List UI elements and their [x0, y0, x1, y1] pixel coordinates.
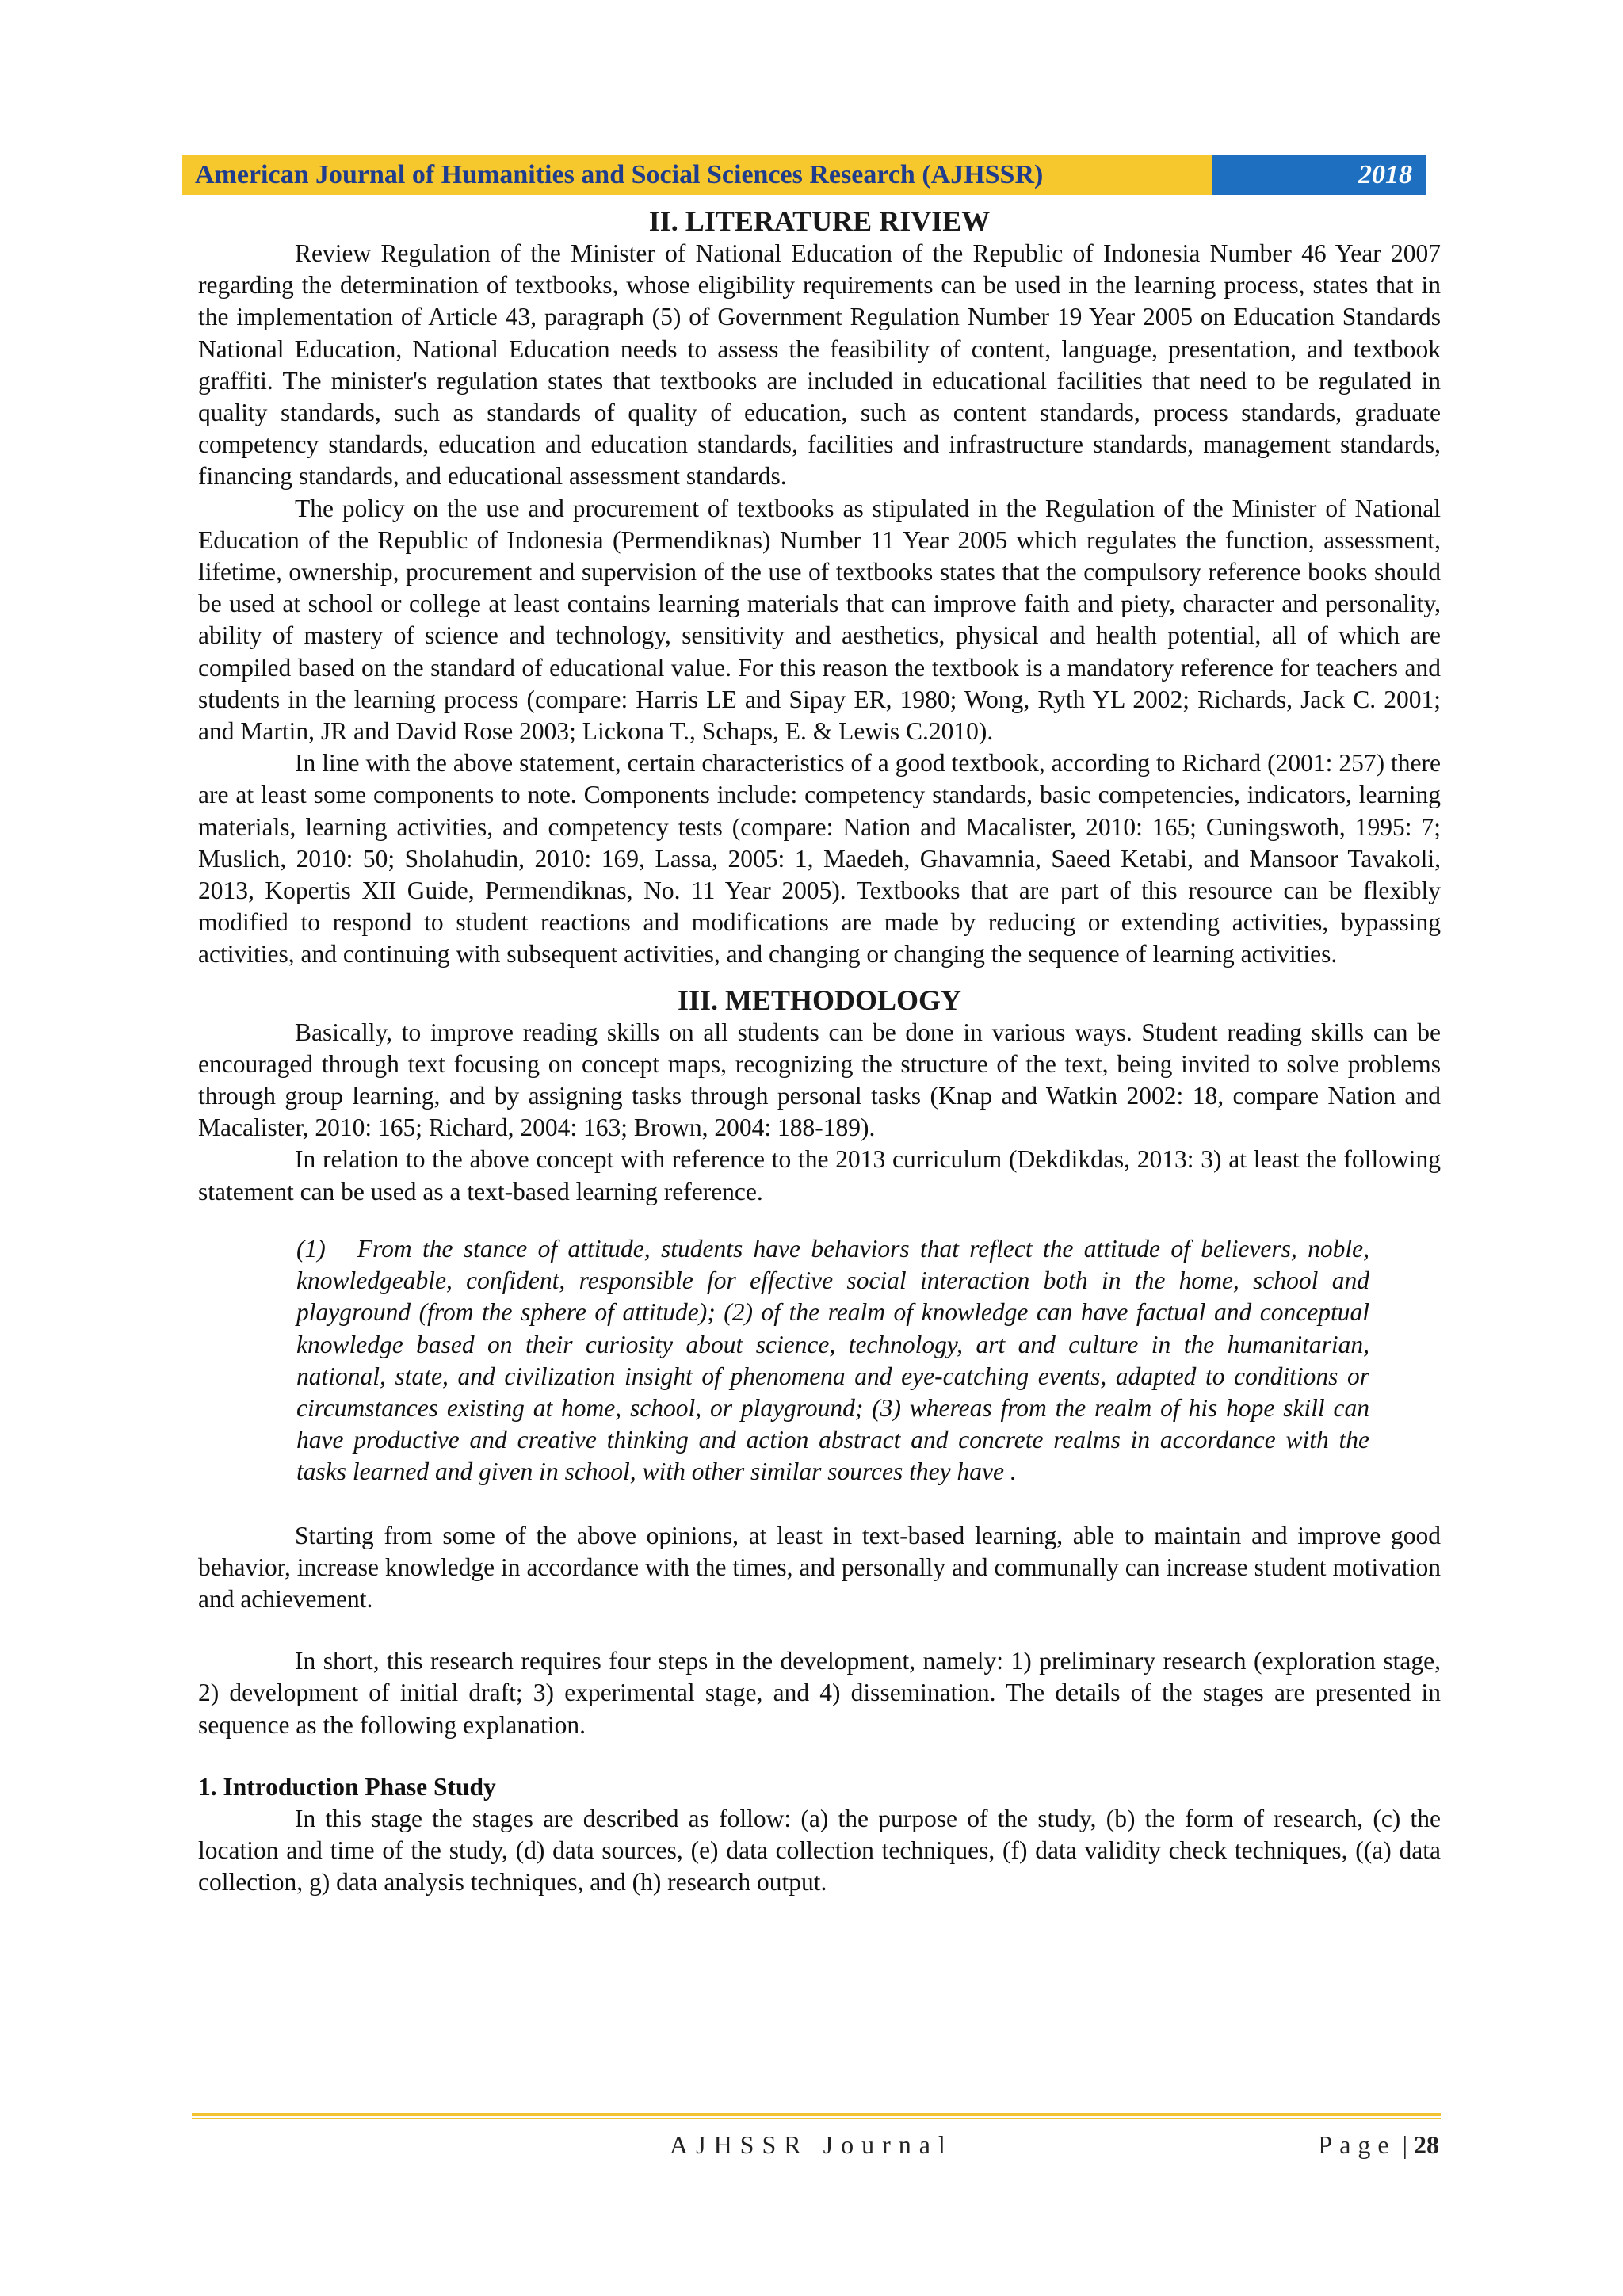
header-year-band: [1212, 155, 1426, 195]
methodology-paragraph-1: Basically, to improve reading skills on all students can be done in various ways. Student reading skills can be encouraged through text focusing on concept maps, recognizing the structure of the text, being invited to solve problems through group learning, and by assigning tasks through personal tasks (Knap and Watkin 2002: 18, compare Nation and Macalister, 2010: 165; Richard, 2004: 163; Brown, 2004: 188-189).: [198, 1018, 1441, 1142]
footer-page-number: [1318, 2130, 1439, 2160]
methodology-paragraph-3: Starting from some of the above opinions, at least in text-based learning, able to maintain and improve good behavior, increase knowledge in accordance with the times, and personally and communally can increase student motivation and achievement.: [198, 1521, 1441, 1613]
quote-number: (1): [296, 1234, 326, 1263]
header-title-band: [182, 155, 1212, 195]
footer-page-label: Page: [1318, 2130, 1396, 2159]
literature-review-heading: II. LITERATURE RIVIEW: [648, 205, 991, 237]
article-body: [198, 204, 1441, 1898]
literature-paragraph-3: In line with the above statement, certain characteristics of a good textbook, according to Richard (2001: 257) there are at least some components to note. Components include: competency standards, basic competencies, indicators, learning materials, learning activities, and competency tests (compare: Nation and Macalister, 2010: 165; Cuningswoth, 1995: 7; Muslich, 2010: 50; Sholahudin, 2010: 169, Lassa, 2005: 1, Maedeh, Ghavamnia, Saeed Ketabi, and Mansoor Tavakoli, 2013, Kopertis XII Guide, Permendiknas, No. 11 Year 2005). Textbooks that are part of this resource can be flexibly modified to respond to student reactions and modifications are made by reducing or extending activities, bypassing activities, and continuing with subsequent activities, and changing or changing the sequence of learning activities.: [198, 749, 1441, 968]
journal-title: American Journal of Humanities and Social Sciences Research (AJHSSR): [195, 160, 1044, 189]
curriculum-quote: [296, 1233, 1369, 1488]
header-year: 2018: [1358, 160, 1412, 189]
footer-page-value: 28: [1414, 2130, 1439, 2159]
methodology-paragraph-4: In short, this research requires four steps in the development, namely: 1) preliminary research (exploration stage, 2) development of initial draft; 3) experimental stage, and 4) dissemination. The details of the stages are presented in sequence as the following explanation.: [198, 1647, 1441, 1739]
footer-rule: [192, 2113, 1441, 2121]
quote-text: From the stance of attitude, students have behaviors that reflect the attitude of believers, noble, knowledgeable, confident, responsible for effective social interaction both in the home, school and playground (from the sphere of attitude); (2) of the realm of knowledge can have factual and conceptual knowledge based on their curiosity about science, technology, art and culture in the humanitarian, national, state, and civilization insight of phenomena and eye-catching events, adapted to conditions or circumstances existing at home, school, or playground; (3) whereas from the realm of his hope skill can have productive and creative thinking and action abstract and concrete realms in accordance with the tasks learned and given in school, with other similar sources they have .: [296, 1234, 1369, 1486]
methodology-heading: III. METHODOLOGY: [677, 984, 962, 1016]
literature-paragraph-2: The policy on the use and procurement of textbooks as stipulated in the Regulation of the Minister of National Education of the Republic of Indonesia (Permendiknas) Number 11 Year 2005 which regulates the function, assessment, lifetime, ownership, procurement and supervision of the use of textbooks states that the compulsory reference books should be used at school or college at least contains learning materials that can improve faith and piety, character and personality, ability of mastery of science and technology, sensitivity and aesthetics, physical and health potential, all of which are compiled based on the standard of educational value. For this reason the textbook is a mandatory reference for teachers and students in the learning process (compare: Harris LE and Sipay ER, 1980; Wong, Ryth YL 2002; Richards, Jack C. 2001; and Martin, JR and David Rose 2003; Lickona T., Schaps, E. & Lewis C.2010).: [198, 494, 1441, 746]
literature-paragraph-1: Review Regulation of the Minister of National Education of the Republic of Indonesia Number 46 Year 2007 regarding the determination of textbooks, whose eligibility requirements can be used in the learning process, states that in the implementation of Article 43, paragraph (5) of Government Regulation Number 19 Year 2005 on Education Standards National Education, National Education needs to assess the feasibility of content, language, presentation, and textbook graffiti. The minister's regulation states that textbooks are included in educational facilities that need to be regulated in quality standards, such as standards of quality of education, such as content standards, process standards, graduate competency standards, education and education standards, facilities and infrastructure standards, management standards, financing standards, and educational assessment standards.: [198, 239, 1441, 491]
introduction-phase-subheading: 1. Introduction Phase Study: [198, 1772, 496, 1801]
methodology-paragraph-5: In this stage the stages are described as follow: (a) the purpose of the study, (b) the form of research, (c) the location and time of the study, (d) data sources, (e) data collection techniques, (f) data validity check techniques, ((a) data collection, g) data analysis techniques, and (h) research output.: [198, 1804, 1441, 1897]
methodology-paragraph-2: In relation to the above concept with reference to the 2013 curriculum (Dekdikdas, 2013: 3) at least the following statement can be used as a text-based learning reference.: [198, 1145, 1441, 1205]
running-header: [182, 155, 1426, 195]
footer-separator: |: [1402, 2130, 1407, 2159]
footer-journal: AJHSSR Journal: [670, 2130, 953, 2159]
